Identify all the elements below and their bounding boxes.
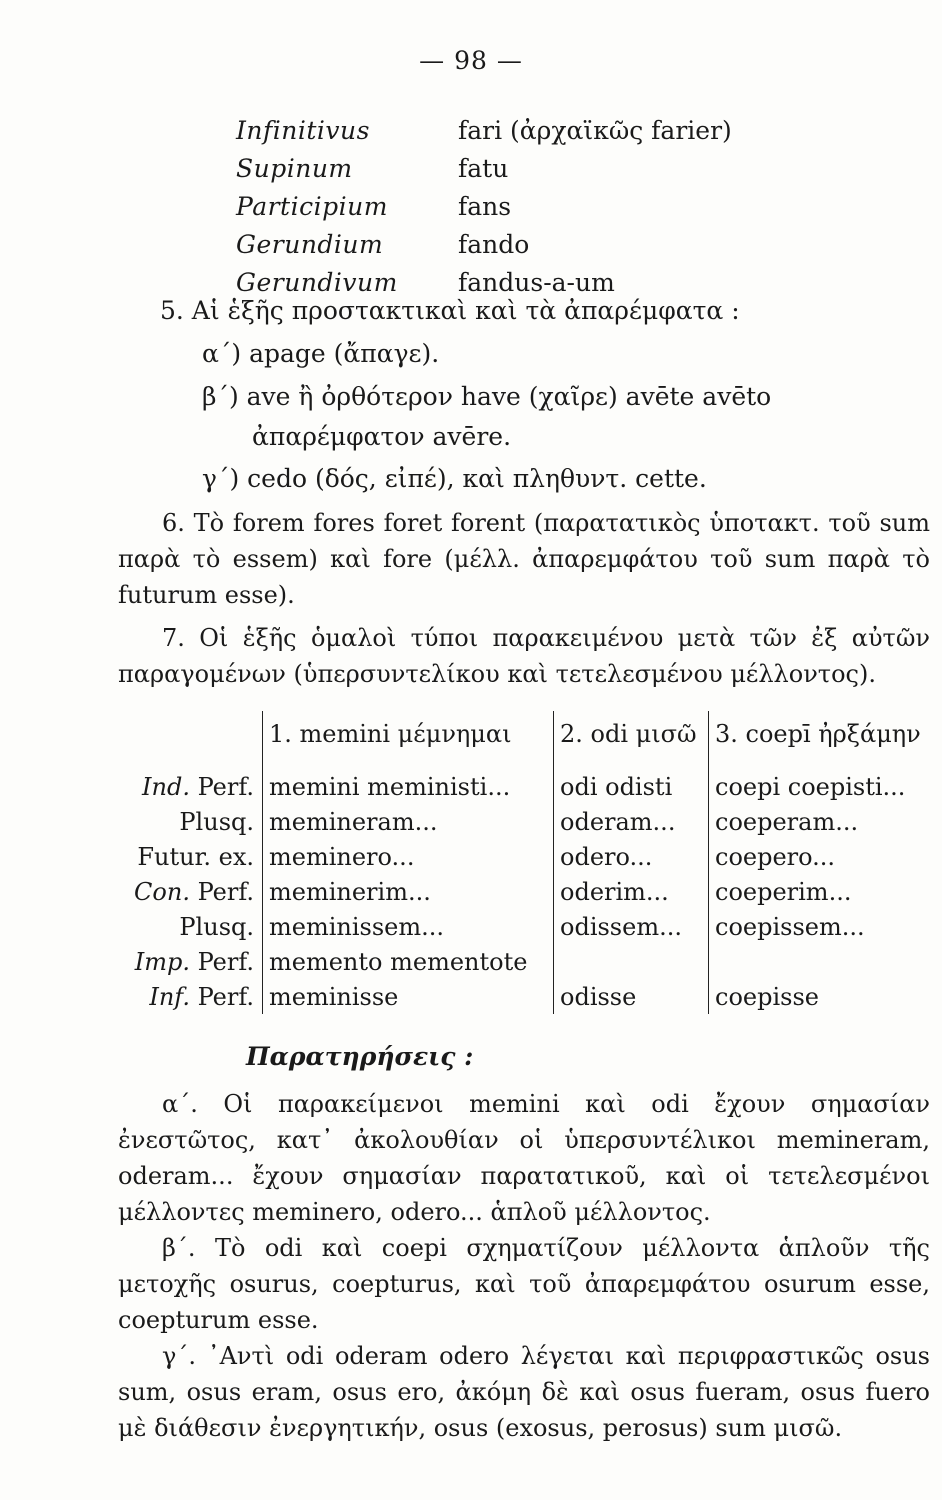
table-cell: odi odisti [554, 769, 709, 804]
table-header-empty [118, 711, 263, 757]
table-row [118, 944, 927, 979]
table-cell: coepisse [715, 982, 819, 1011]
column-header: 2. odi μισῶ [554, 711, 709, 757]
row-label: Futur. ex. [118, 839, 263, 874]
table-cell [554, 944, 709, 979]
form-label: Gerundium [236, 230, 384, 259]
item5-b: β΄) ave ἢ ὀρθότερον have (χαῖρε) avēte avēto [202, 382, 772, 411]
item5-c: γ΄) cedo (δός, εἰπέ), καὶ πληθυντ. cette. [202, 464, 707, 493]
table-cell: coepissem... [715, 912, 865, 941]
table-cell: memineram... [263, 804, 554, 839]
page-number: — 98 — [419, 46, 523, 75]
form-label: Gerundivum [236, 268, 398, 297]
table-header-row [118, 711, 927, 757]
table-row [118, 909, 927, 944]
table-row [118, 804, 927, 839]
row-label: Plusq. [118, 909, 263, 944]
item6-paragraph [118, 505, 930, 613]
table-cell: meminisse [263, 979, 554, 1014]
note-a: α΄. Οἱ παρακείμενοι memini καὶ odi ἔχουν σημασίαν ἐνεστῶτος, κατ᾿ ἀκολουθίαν οἱ ὑπερσυντέλικοι memineram, oderam... ἔχουν σημασίαν παρατατικοῦ, καὶ οἱ τετελεσμένοι μέλλοντες meminero, odero... ἁπλοῦ μέλλοντος. [118, 1090, 930, 1226]
column-header: 1. memini μέμνημαι [263, 711, 554, 757]
table-cell: odero... [554, 839, 709, 874]
table-cell: coeperam... [715, 807, 859, 836]
table-cell [709, 944, 927, 979]
table-cell: oderam... [554, 804, 709, 839]
form-value: fari (ἀρχαϊκῶς farier) [458, 116, 732, 145]
table-cell: coepero... [715, 842, 836, 871]
table-row [118, 874, 927, 909]
form-value: fatu [458, 154, 509, 183]
table-spacer [118, 757, 927, 769]
form-value: fando [458, 230, 530, 259]
table-cell: memento mementote [263, 944, 554, 979]
table-cell: odisse [554, 979, 709, 1014]
table-cell: meminero... [263, 839, 554, 874]
item5-a: α΄) apage (ἄπαγε). [202, 339, 440, 368]
item5-b-continued: ἀπαρέμφατον avēre. [252, 422, 512, 451]
row-label: Imp. Perf. [118, 944, 263, 979]
item5-heading: 5. Αἱ ἑξῆς προστακτικαὶ καὶ τὰ ἀπαρέμφατα : [160, 296, 740, 325]
conjugation-table [118, 711, 927, 1014]
table-cell: coeperim... [715, 877, 852, 906]
table-row [118, 769, 927, 804]
table-cell: oderim... [554, 874, 709, 909]
form-value: fandus-a-um [458, 268, 615, 297]
form-value: fans [458, 192, 512, 221]
row-label: Plusq. [118, 804, 263, 839]
table-cell: meminissem... [263, 909, 554, 944]
table-row [118, 979, 927, 1014]
column-header: 3. coepī ἠρξάμην [715, 720, 921, 748]
form-label: Participium [236, 192, 388, 221]
form-label: Supinum [236, 154, 353, 183]
item6-text: 6. Τὸ forem fores foret forent (παρατατικὸς ὑποτακτ. τοῦ sum παρὰ τὸ essem) καὶ fore (μέλλ. ἀπαρεμφάτου τοῦ sum παρὰ τὸ futurum esse). [118, 509, 930, 609]
table-cell: memini meministi... [263, 769, 554, 804]
row-label: Ind. Perf. [118, 769, 263, 804]
item7-text: 7. Οἱ ἑξῆς ὁμαλοὶ τύποι παρακειμένου μετὰ τῶν ἐξ αὐτῶν παραγομένων (ὑπερσυντελίκου καὶ τετελεσμένου μέλλοντος). [118, 624, 930, 688]
item7-paragraph [118, 620, 930, 692]
row-label: Con. Perf. [118, 874, 263, 909]
notes-body [118, 1086, 930, 1446]
notes-heading: Παρατηρήσεις : [246, 1042, 474, 1071]
table-cell: coepi coepisti... [715, 772, 906, 801]
table-row [118, 839, 927, 874]
note-b: β΄. Τὸ odi καὶ coepi σχηματίζουν μέλλοντα ἁπλοῦν τῆς μετοχῆς osurus, coepturus, καὶ τοῦ ἀπαρεμφάτου osurum esse, coepturum esse. [118, 1234, 930, 1334]
row-label: Inf. Perf. [118, 979, 263, 1014]
table-cell: meminerim... [263, 874, 554, 909]
table-cell: odissem... [554, 909, 709, 944]
form-label: Infinitivus [236, 116, 370, 145]
note-c: γ΄. ᾿Αντὶ odi oderam odero λέγεται καὶ περιφραστικῶς osus sum, osus eram, osus ero, ἀκόμη δὲ καὶ osus fueram, osus fuero μὲ διάθεσιν ἐνεργητικήν, osus (exosus, perosus) sum μισῶ. [118, 1342, 930, 1442]
